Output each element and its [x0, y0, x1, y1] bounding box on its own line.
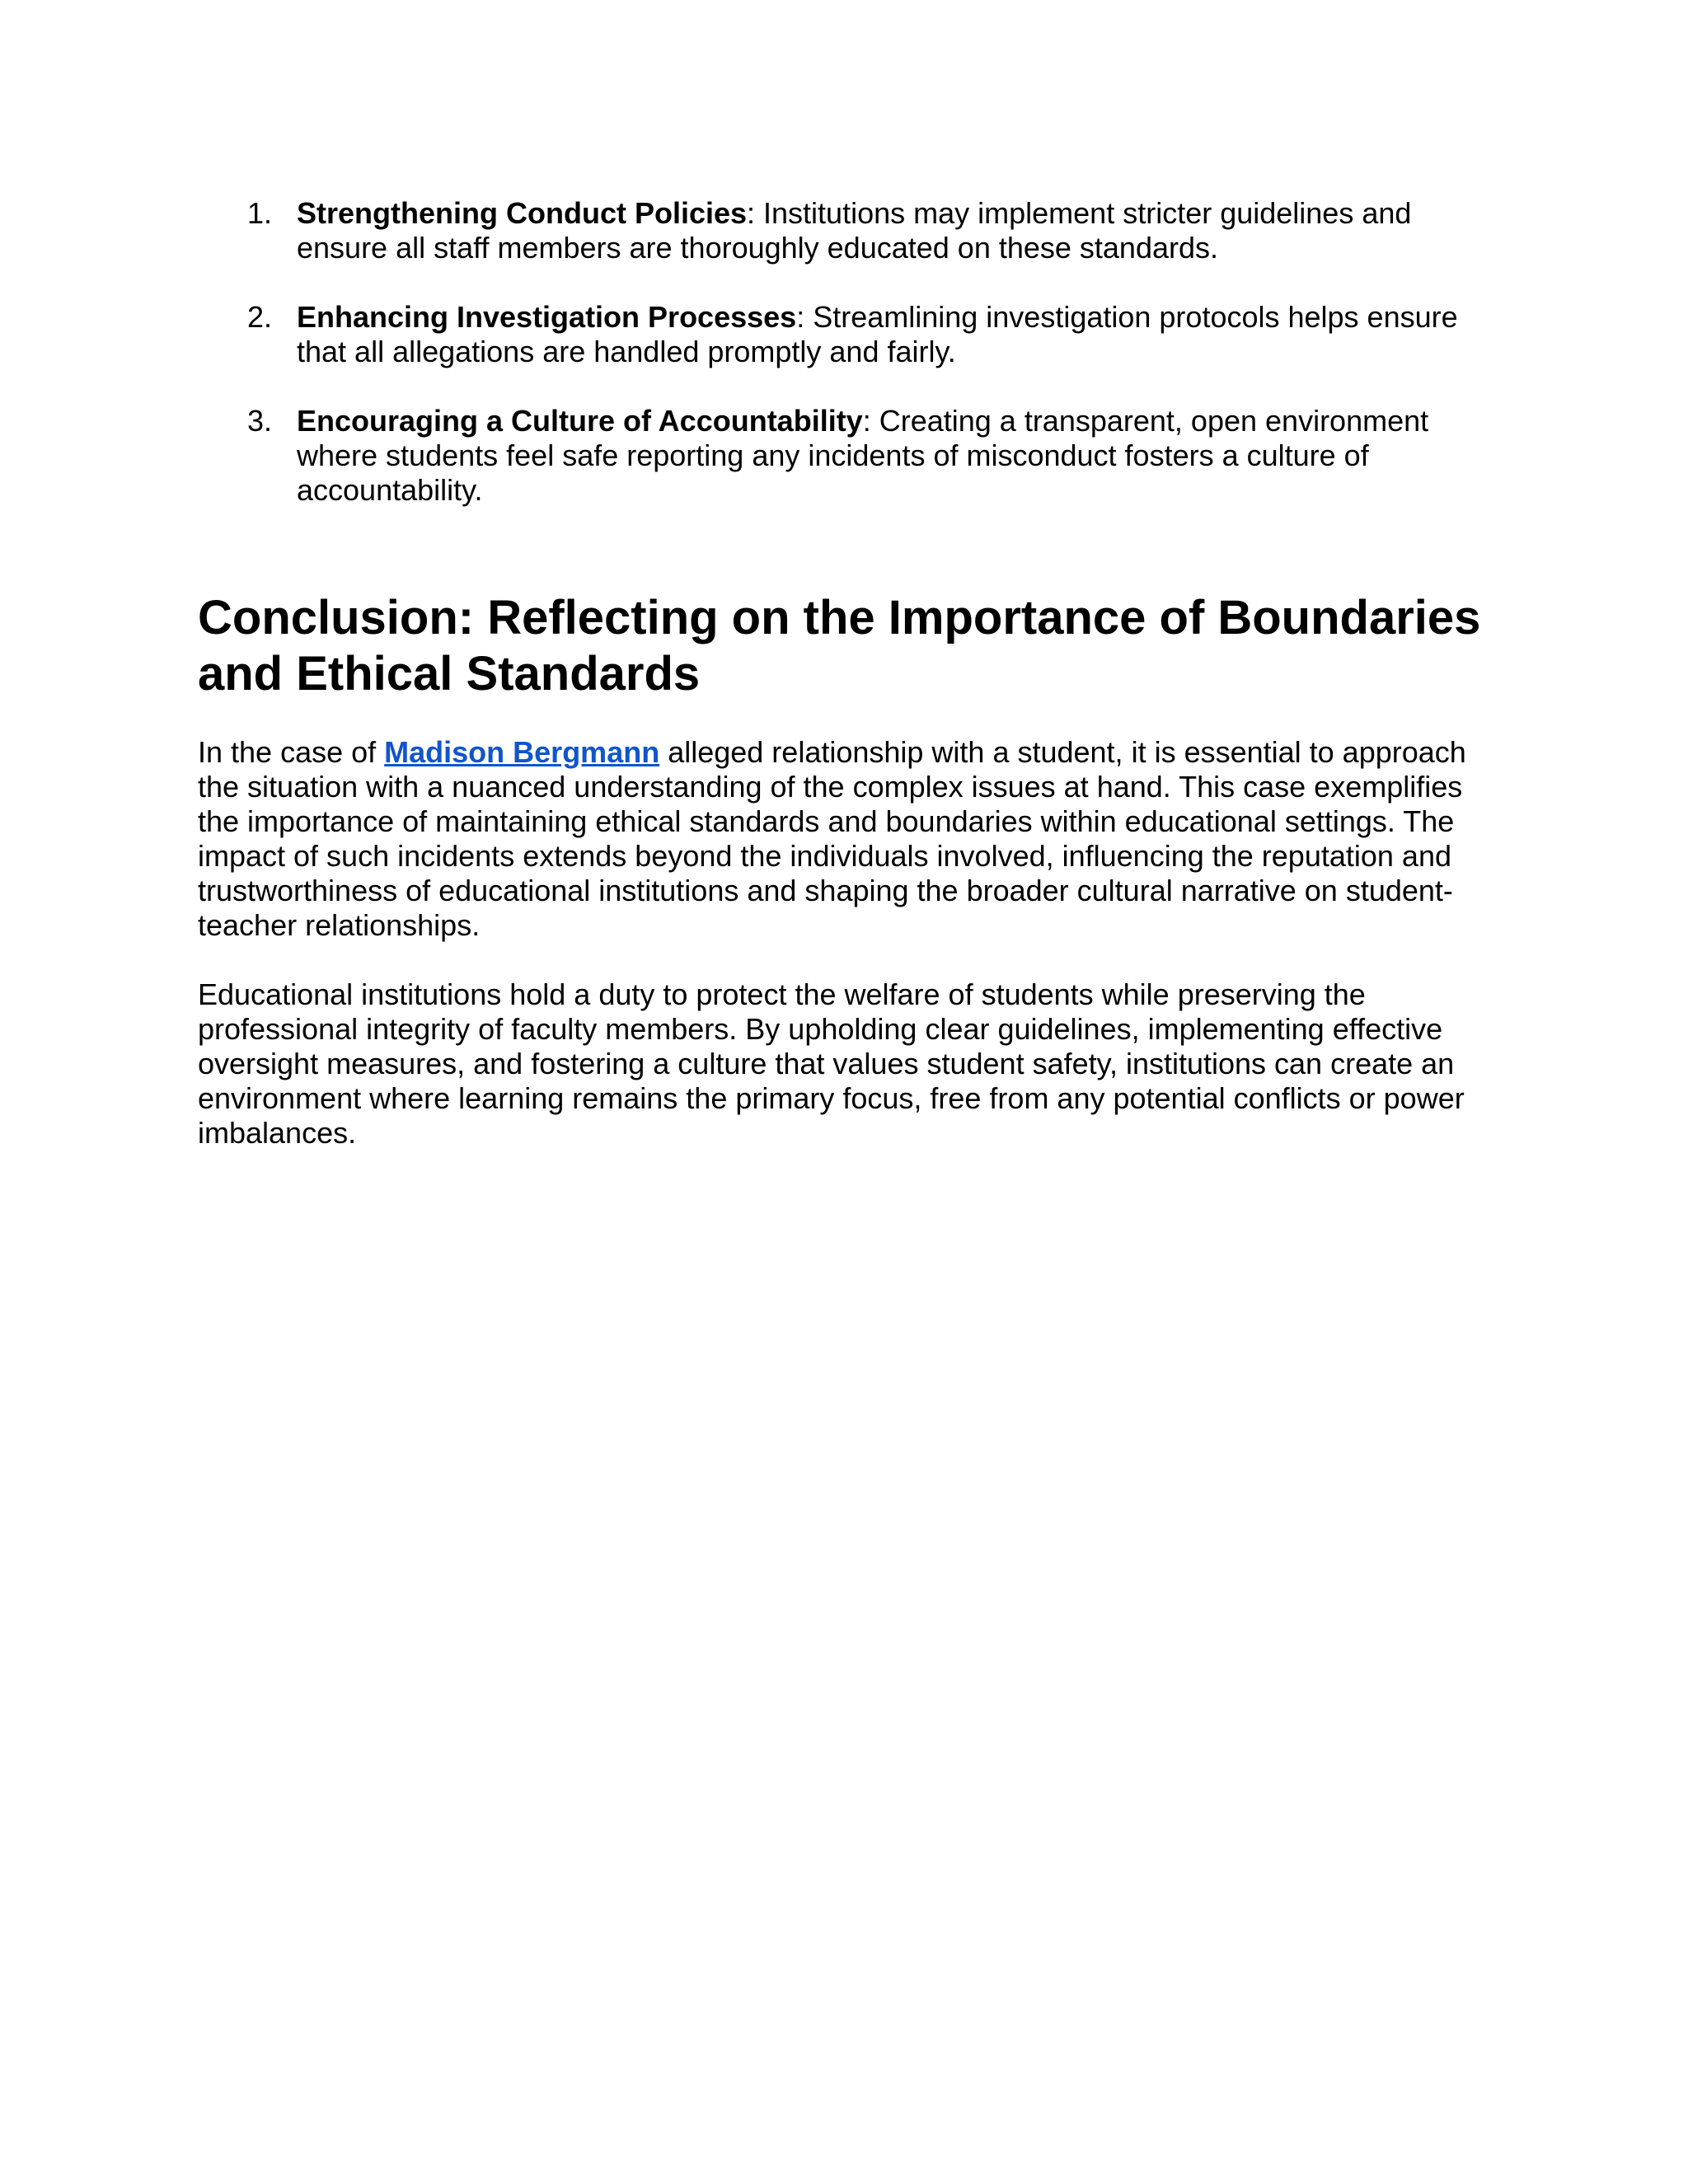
- list-item: [198, 300, 1500, 369]
- list-item-number: 2.: [247, 300, 273, 334]
- conclusion-paragraph-1: [198, 735, 1500, 943]
- list-item-text: : Institutions may implement stricter guidelines and ensure all staff members are thoroughly educated on these standards.: [297, 196, 1412, 265]
- paragraph-text: In the case of: [198, 735, 385, 769]
- list-item: [198, 196, 1500, 265]
- conclusion-paragraph-2: Educational institutions hold a duty to protect the welfare of students while preserving the professional integrity of faculty members. By upholding clear guidelines, implementing effective oversight measures, and fostering a culture that values student safety, institutions can create an environment where learning remains the primary focus, free from any potential conflicts or power imbalances.: [198, 977, 1465, 1150]
- recommendations-list: [198, 196, 1500, 508]
- conclusion-heading: Conclusion: Reflecting on the Importance of Boundaries and Ethical Standards: [198, 591, 1481, 701]
- list-item-text: : Creating a transparent, open environment where students feel safe reporting any incidents of misconduct fosters a culture of accountability.: [297, 404, 1429, 507]
- list-item-text: : Streamlining investigation protocols helps ensure that all allegations are handled promptly and fairly.: [297, 300, 1458, 368]
- document-content: [198, 196, 1500, 1151]
- list-item-term: Enhancing Investigation Processes: [297, 300, 797, 334]
- list-item-term: Encouraging a Culture of Accountability: [297, 404, 863, 438]
- list-item-term: Strengthening Conduct Policies: [297, 196, 748, 230]
- list-item-number: 1.: [247, 196, 273, 230]
- madison-bergmann-link[interactable]: Madison Bergmann: [384, 735, 660, 769]
- list-item-number: 3.: [247, 404, 273, 438]
- paragraph-text: alleged relationship with a student, it is essential to approach the situation with a nuanced understanding of the complex issues at hand. This case exemplifies the importance of maintaining ethical standards and boundaries within educational settings. The impact of such incidents extends beyond the individuals involved, influencing the reputation and trustworthiness of educational institutions and shaping the broader cultural narrative on student-teacher relationships.: [198, 735, 1466, 942]
- list-item: [198, 404, 1500, 508]
